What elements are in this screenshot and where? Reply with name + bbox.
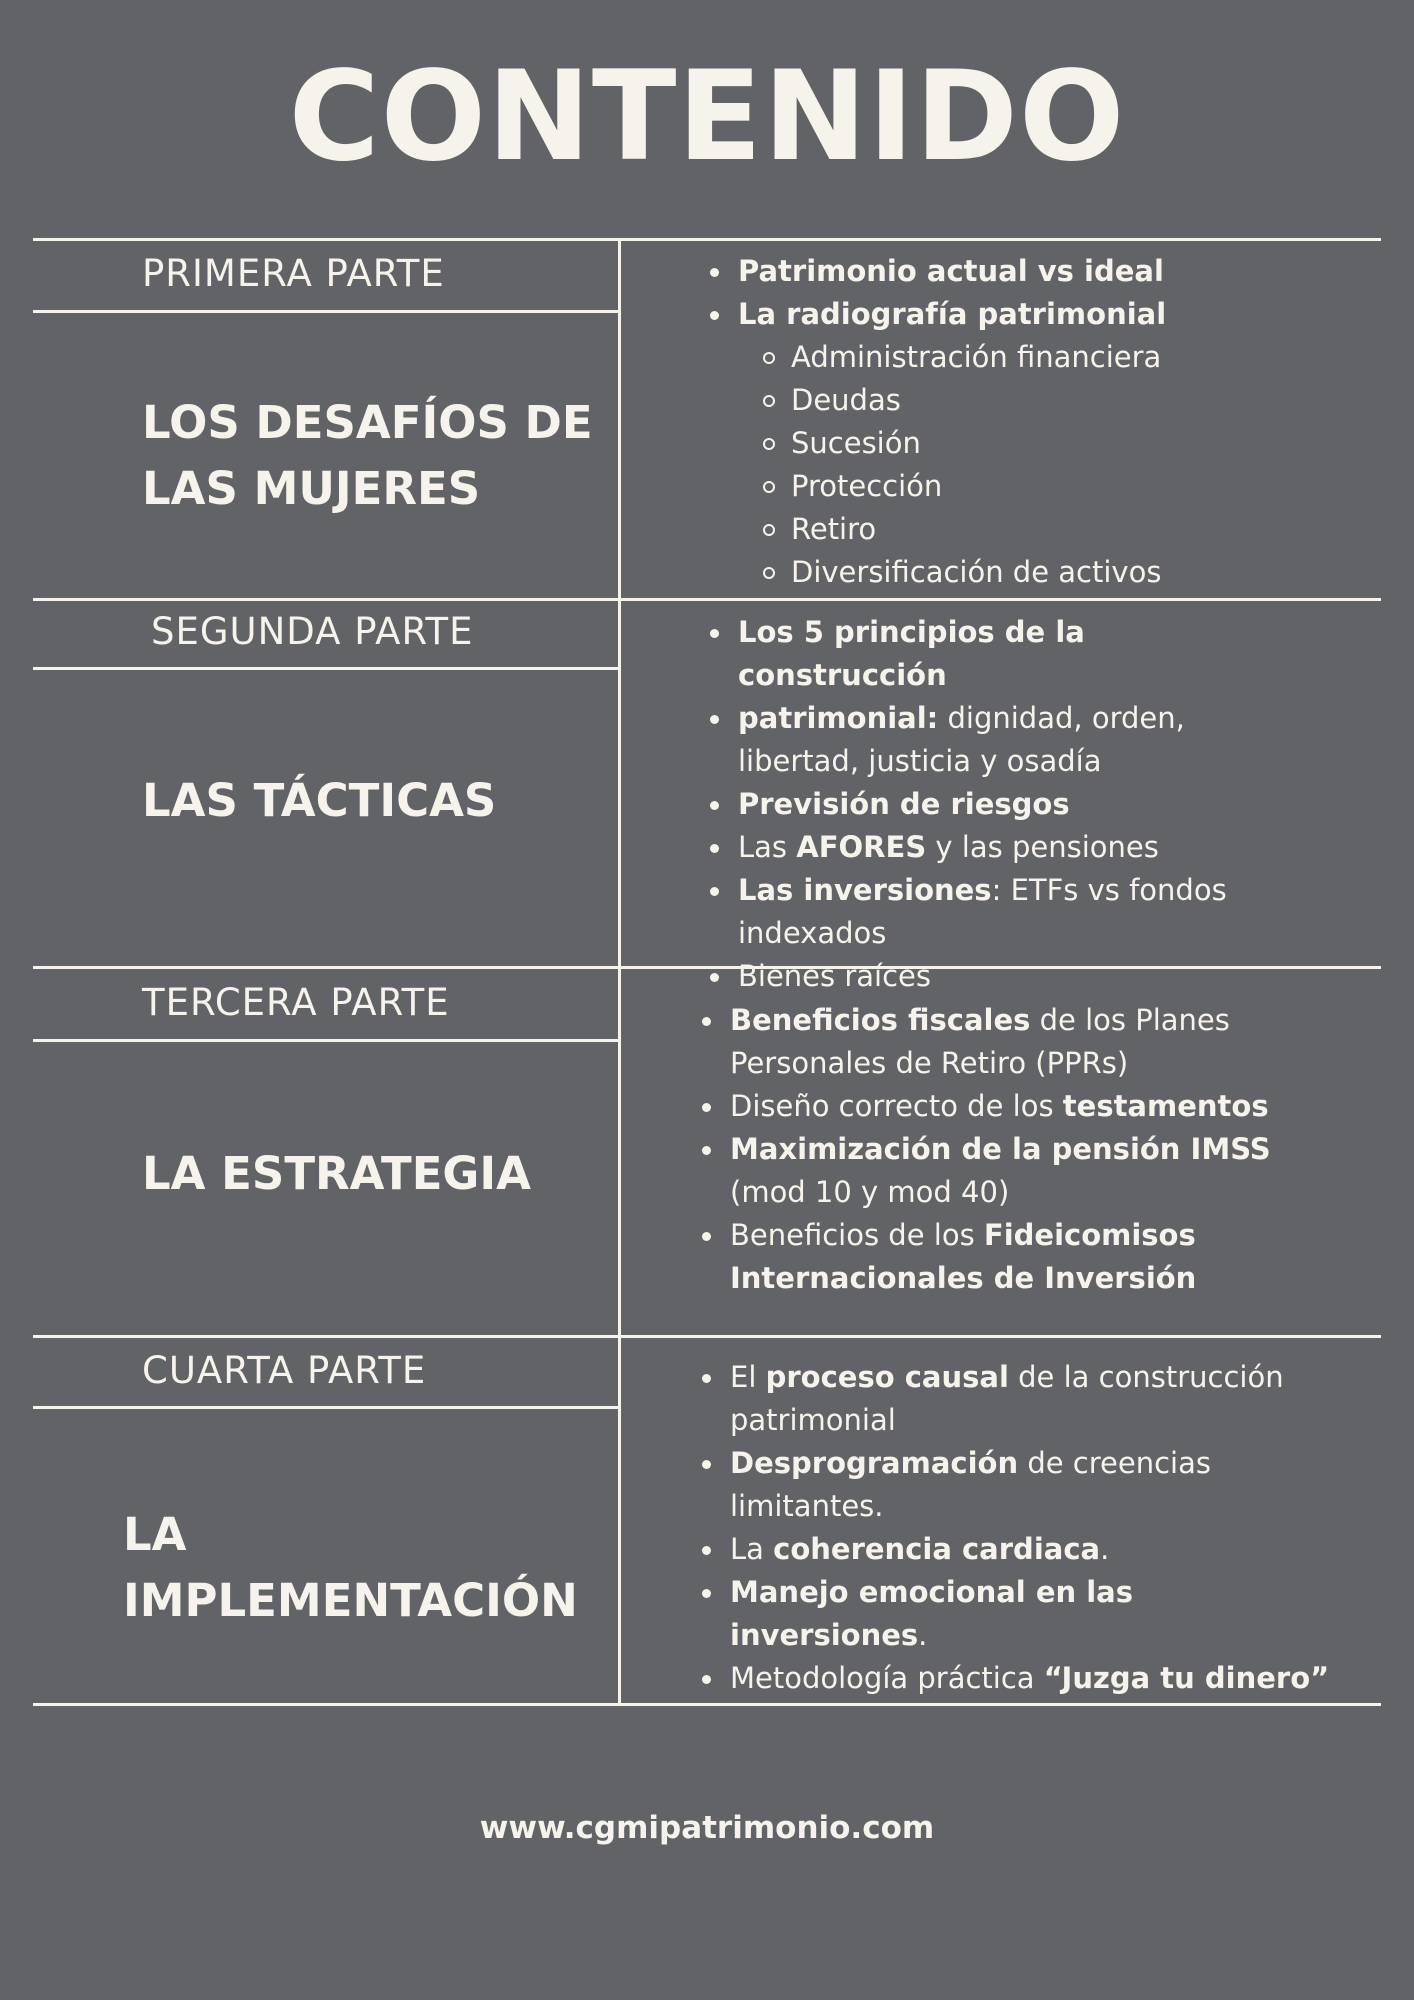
list-item-text: de los Planes Personales de Retiro (PPRs): [730, 1003, 1230, 1080]
list-item: [738, 826, 1298, 869]
list-item-text: AFORES: [796, 830, 927, 864]
list-item-text: .: [918, 1618, 928, 1652]
list-item-text: proceso causal: [765, 1360, 1009, 1394]
list-item-text: Fideicomisos Internacionales de Inversión: [730, 1218, 1197, 1295]
divider: [33, 310, 619, 313]
list-item: [730, 1657, 1340, 1700]
list-item-text: de creencias limitantes.: [730, 1446, 1211, 1523]
list-item-text: Sucesión: [791, 426, 921, 460]
divider: [33, 598, 1381, 601]
list-item: [738, 955, 1298, 998]
list-item: [738, 783, 1298, 826]
item-list: [738, 250, 1358, 594]
sub-list-item: [791, 379, 1358, 422]
item-list: [730, 1356, 1340, 1700]
part-label: PRIMERA PARTE: [142, 252, 445, 295]
list-item: [738, 293, 1358, 336]
list-item: [738, 611, 1298, 697]
list-item-text: testamentos: [1062, 1089, 1269, 1123]
list-item: [730, 999, 1310, 1085]
divider: [33, 1039, 619, 1042]
list-item-text: Beneficios de los: [730, 1218, 984, 1252]
item-list: [730, 999, 1310, 1300]
list-item-text: Protección: [791, 469, 943, 503]
divider: [33, 667, 619, 670]
list-item-text: .: [1100, 1532, 1110, 1566]
list-item: [738, 697, 1298, 783]
divider: [33, 1335, 1381, 1338]
list-item: [730, 1442, 1340, 1528]
list-item-text: Metodología práctica: [730, 1661, 1044, 1695]
sub-list-item: [791, 465, 1358, 508]
part-label: TERCERA PARTE: [142, 981, 450, 1024]
list-item-text: (mod 10 y mod 40): [730, 1175, 1010, 1209]
list-item: [730, 1571, 1340, 1657]
sub-list-item: [791, 422, 1358, 465]
list-item-text: Patrimonio actual vs ideal: [738, 254, 1164, 288]
sub-list-item: [791, 508, 1358, 551]
section-title: LA ESTRATEGIA: [142, 1147, 531, 1200]
list-item: [730, 1356, 1340, 1442]
list-item-text: patrimonial:: [738, 701, 939, 735]
section-title: LAS TÁCTICAS: [142, 774, 497, 827]
section-title: LA IMPLEMENTACIÓN: [123, 1508, 578, 1627]
list-item-text: Bienes raíces: [738, 959, 931, 993]
list-item-text: Previsión de riesgos: [738, 787, 1070, 821]
list-item-text: Manejo emocional en las inversiones: [730, 1575, 1133, 1652]
list-item-text: Deudas: [791, 383, 901, 417]
list-item-text: coherencia cardiaca: [773, 1532, 1101, 1566]
list-item: [730, 1128, 1310, 1214]
list-item-text: Diseño correcto de los: [730, 1089, 1063, 1123]
list-item-text: dignidad, orden, libertad, justicia y osadía: [738, 701, 1185, 778]
list-item-text: de la construcción patrimonial: [730, 1360, 1284, 1437]
list-item: [738, 869, 1298, 955]
list-item-text: Retiro: [791, 512, 877, 546]
list-item-text: La: [730, 1532, 774, 1566]
list-item-text: “Juzga tu dinero”: [1043, 1661, 1330, 1695]
list-item-text: : ETFs vs fondos indexados: [738, 873, 1227, 950]
list-item-text: El: [730, 1360, 766, 1394]
item-list: [738, 611, 1298, 998]
part-label: SEGUNDA PARTE: [151, 610, 474, 653]
list-item: [738, 250, 1358, 293]
divider: [33, 1406, 619, 1409]
section-title: LOS DESAFÍOS DE LAS MUJERES: [142, 396, 593, 515]
list-item-text: Las: [738, 830, 797, 864]
divider: [33, 238, 1381, 241]
list-item: [730, 1085, 1310, 1128]
list-item-text: Maximización de la pensión IMSS: [730, 1132, 1271, 1166]
list-item-text: y las pensiones: [926, 830, 1159, 864]
divider: [33, 1703, 1381, 1706]
list-item-text: Las inversiones: [738, 873, 992, 907]
website-url: www.cgmipatrimonio.com: [479, 1810, 935, 1846]
list-item: [730, 1214, 1310, 1300]
list-item-text: Administración financiera: [791, 340, 1162, 374]
list-item-text: Los 5 principios de la construcción: [738, 615, 1085, 692]
sub-list-item: [791, 551, 1358, 594]
list-item: [730, 1528, 1340, 1571]
list-item-text: Diversificación de activos: [791, 555, 1162, 589]
list-item-text: Desprogramación: [730, 1446, 1019, 1480]
list-item-text: Beneficios fiscales: [730, 1003, 1031, 1037]
sub-list-item: [791, 336, 1358, 379]
page-title: CONTENIDO: [288, 45, 1126, 189]
list-item-text: La radiografía patrimonial: [738, 297, 1167, 331]
part-label: CUARTA PARTE: [142, 1349, 427, 1392]
